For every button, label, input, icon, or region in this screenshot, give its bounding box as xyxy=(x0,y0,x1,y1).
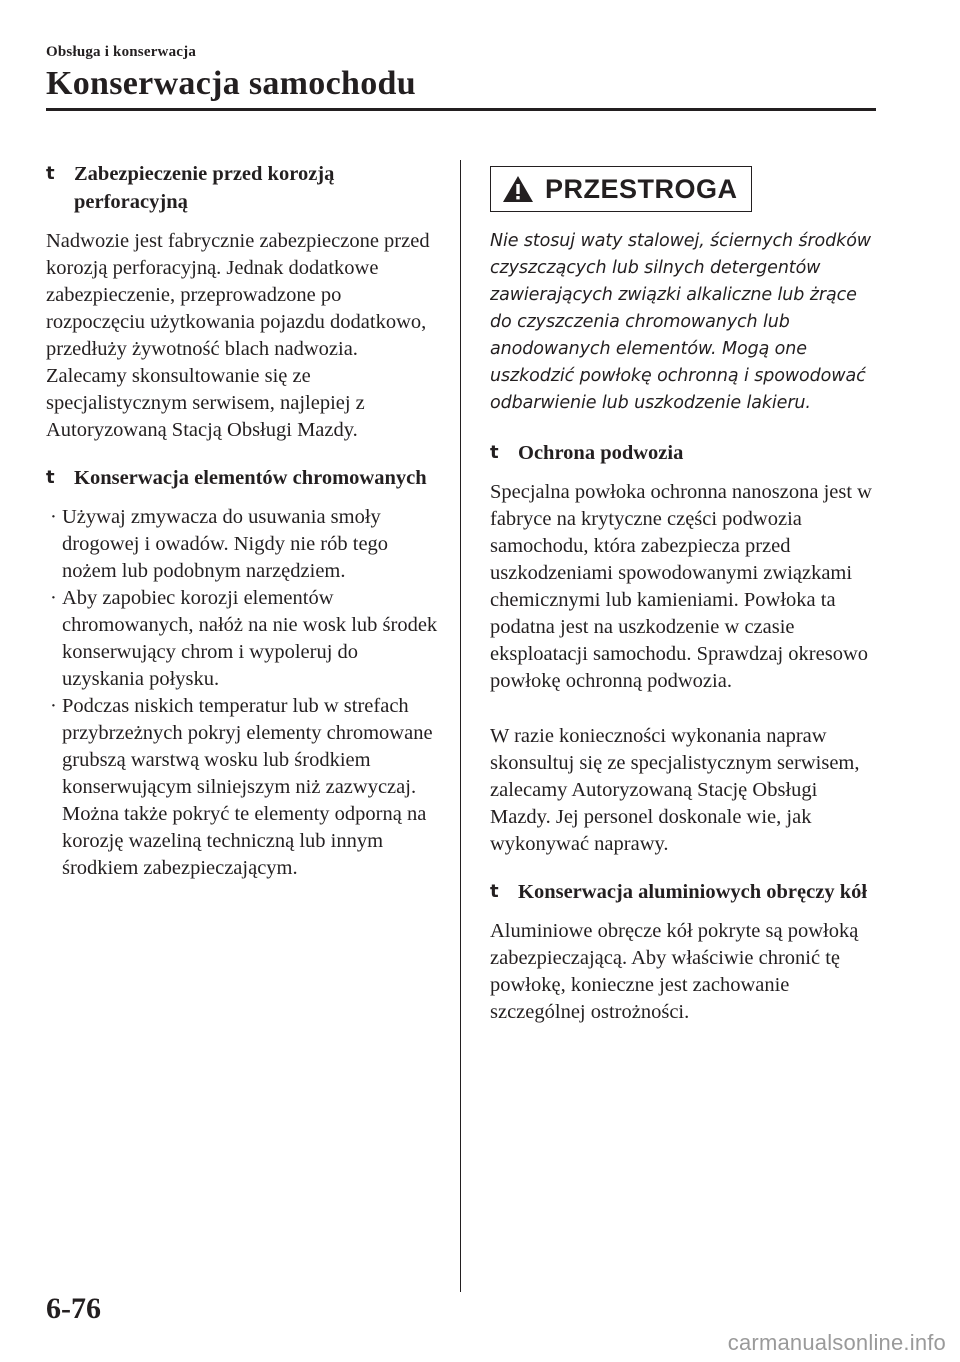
paragraph-underbody-1: Specjalna powłoka ochronna nanoszona jest w fabryce na krytyczne części podwozia samochodu, która zabezpiecza przed uszkodzeniami spowodowanymi związkami chemicznymi lub kamieniami. Powłoka ta podatna jest na uszkodzenie w czasie eksploatacji samochodu. Sprawdzaj okresowo powłokę ochronną podwozia. xyxy=(490,481,872,692)
section-heading-underbody xyxy=(490,439,880,467)
caution-label: PRZESTROGA xyxy=(545,173,738,204)
page-title: Konserwacja samochodu xyxy=(46,65,416,102)
list-item-text: Używaj zmywacza do usuwania smoły drogowej i owadów. Nigdy nie rób tego nożem lub podobnym narzędziem. xyxy=(62,506,389,582)
list-item xyxy=(46,585,438,693)
header-section-label: Obsługa i konserwacja xyxy=(46,44,197,60)
watermark: carmanualsonline.info xyxy=(727,1330,946,1355)
bullet-icon: · xyxy=(50,587,57,609)
section-heading-text: Zabezpieczenie przed korozją perforacyjną xyxy=(74,163,335,213)
section-marker-icon: t xyxy=(46,163,55,184)
section-heading-text: Konserwacja elementów chromowanych xyxy=(74,467,427,489)
column-divider xyxy=(460,160,461,1292)
left-column xyxy=(46,160,438,896)
section-marker-icon: t xyxy=(490,442,499,463)
bullet-icon: · xyxy=(50,506,57,528)
paragraph-wheels: Aluminiowe obręcze kół pokryte są powłoką zabezpieczającą. Aby właściwie chronić tę powłokę, konieczne jest zachowanie szczególnej ostrożności. xyxy=(490,920,859,1023)
list-item-text: Podczas niskich temperatur lub w strefach przybrzeżnych pokryj elementy chromowane grubszą warstwą wosku lub środkiem konserwującym silniejszym niż zazwyczaj. Można także pokryć te elementy odporną na korozję wazeliną techniczną lub innym środkiem zabezpieczającym. xyxy=(62,695,433,879)
page-number: 6-76 xyxy=(46,1292,101,1325)
list-item xyxy=(46,693,438,882)
section-heading-text: Ochrona podwozia xyxy=(518,442,684,464)
paragraph-underbody-2: W razie konieczności wykonania napraw skonsultuj się ze specjalistycznym serwisem, zalecamy Autoryzowaną Stację Obsługi Mazdy. Jej personel doskonale wie, jak wykonywać naprawy. xyxy=(490,725,860,855)
section-heading-chrome xyxy=(46,464,438,492)
section-heading-wheels xyxy=(490,878,880,906)
chrome-bullet-list xyxy=(46,504,438,882)
list-item xyxy=(46,504,438,585)
section-marker-icon: t xyxy=(46,467,55,488)
caution-text: Nie stosuj waty stalowej, ściernych środków czyszczących lub silnych detergentów zawierających związki alkaliczne lub żrące do czyszczenia chromowanych lub anodowanych elementów. Mogą one uszkodzić powłokę ochronną i spowodować odbarwienie lub uszkodzenie lakieru. xyxy=(490,231,872,413)
paragraph-corrosion: Nadwozie jest fabrycznie zabezpieczone przed korozją perforacyjną. Jednak dodatkowe zabezpieczenie, przeprowadzone po rozpoczęciu użytkowania pojazdu dodatkowo, przedłuży żywotność blach nadwozia. Zalecamy skonsultowanie się ze specjalistycznym serwisem, najlepiej z Autoryzowaną Stacją Obsługi Mazdy. xyxy=(46,230,430,441)
list-item-text: Aby zapobiec korozji elementów chromowanych, nałóż na nie wosk lub środek konserwujący chrom i wypoleruj do uzyskania połysku. xyxy=(62,587,438,690)
header-rule xyxy=(46,108,876,111)
section-heading-corrosion xyxy=(46,160,438,216)
right-column xyxy=(490,160,880,1040)
warning-icon xyxy=(501,174,535,204)
section-heading-text: Konserwacja aluminiowych obręczy kół xyxy=(518,881,868,903)
bullet-icon: · xyxy=(50,695,57,717)
caution-box xyxy=(490,166,752,212)
section-marker-icon: t xyxy=(490,881,499,902)
